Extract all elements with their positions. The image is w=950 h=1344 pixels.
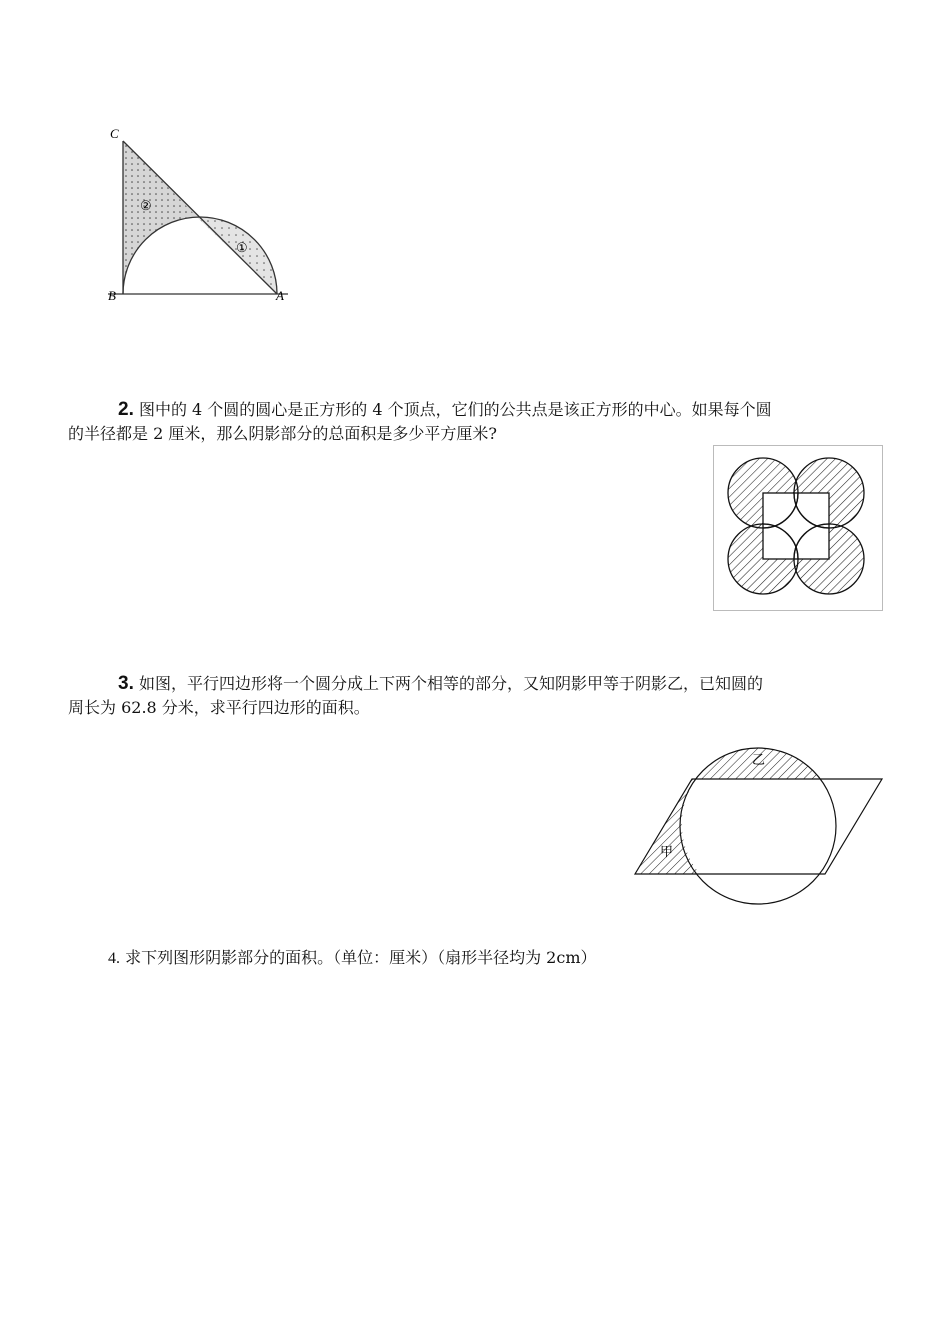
label-region-1: ① bbox=[236, 240, 248, 255]
question-3-line-2: 周长为 62.8 分米，求平行四边形的面积。 bbox=[68, 698, 370, 717]
question-3 bbox=[68, 672, 888, 720]
question-3-text-1: 如图，平行四边形将一个圆分成上下两个相等的部分，又知阴影甲等于阴影乙，已知圆的 bbox=[138, 674, 763, 693]
question-3-number: 3. bbox=[118, 673, 134, 694]
question-2-line-1 bbox=[68, 398, 888, 422]
question-4-text: 求下列图形阴影部分的面积。（单位：厘米）（扇形半径均为 2cm） bbox=[125, 948, 597, 967]
shaded-jia bbox=[635, 779, 700, 874]
question-4-number: 4. bbox=[108, 950, 120, 967]
question-4-line bbox=[68, 946, 888, 971]
figure-four-circles bbox=[713, 445, 883, 611]
question-2-text-1: 图中的 4 个圆的圆心是正方形的 4 个顶点，它们的公共点是该正方形的中心。如果每个圆 bbox=[138, 400, 772, 419]
question-2-line-2: 的半径都是 2 厘米，那么阴影部分的总面积是多少平方厘米? bbox=[68, 424, 497, 443]
question-2 bbox=[68, 398, 888, 446]
label-region-2: ② bbox=[140, 198, 152, 213]
label-b: B bbox=[108, 288, 116, 303]
question-3-line-1 bbox=[68, 672, 888, 696]
label-a: A bbox=[276, 288, 284, 303]
question-4 bbox=[68, 946, 888, 971]
label-yi: 乙 bbox=[752, 752, 766, 767]
figure-parallelogram-circle bbox=[630, 740, 886, 906]
label-c: C bbox=[110, 126, 119, 141]
figure-triangle-semicircle bbox=[100, 120, 300, 315]
label-jia: 甲 bbox=[660, 844, 674, 859]
question-2-number: 2. bbox=[118, 399, 134, 420]
